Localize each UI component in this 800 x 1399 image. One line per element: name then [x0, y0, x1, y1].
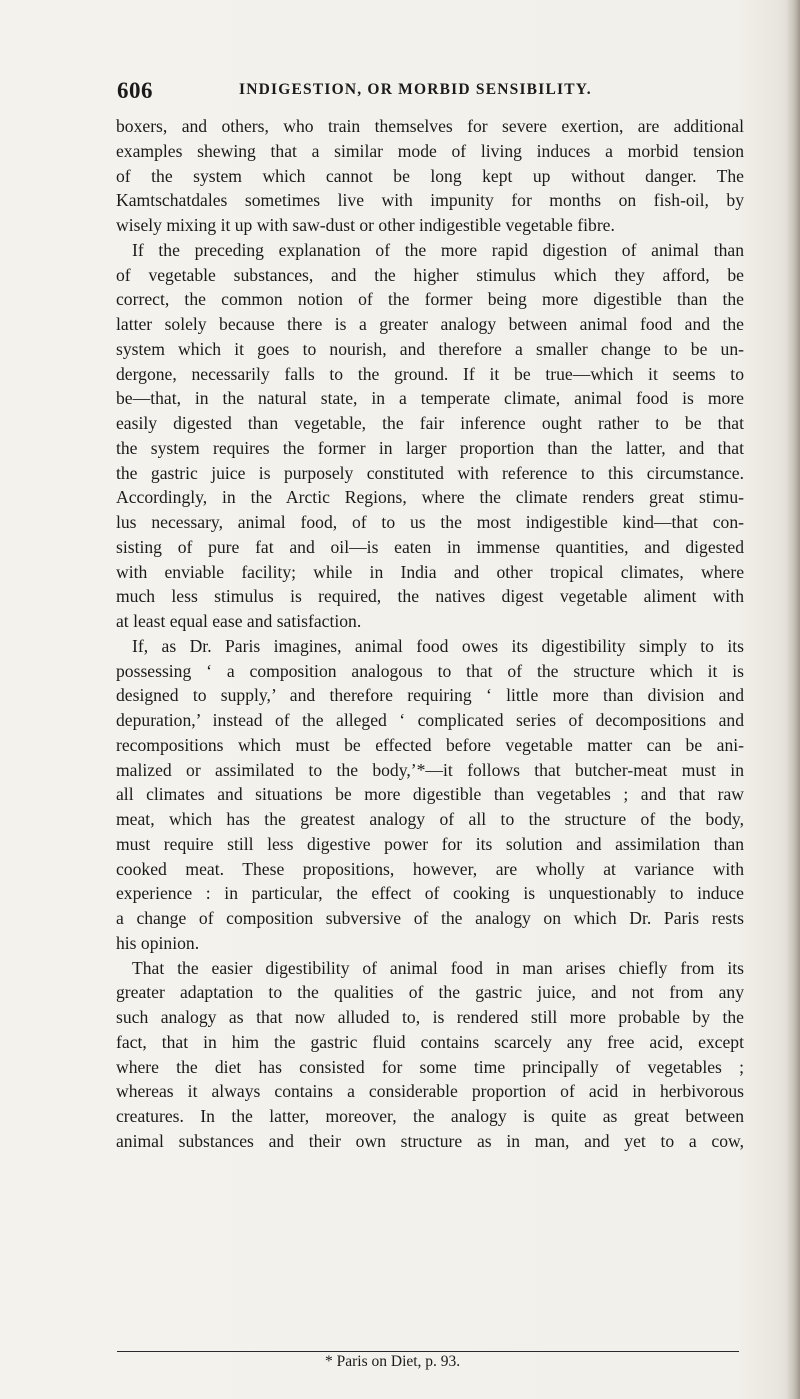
footnote: * Paris on Diet, p. 93.	[325, 1353, 461, 1370]
text-line: cooked meat. These propositions, however, are wholly at variance with	[116, 858, 744, 879]
text-line: greater adaptation to the qualities of the gastric juice, and not from any	[116, 982, 744, 1003]
text-line: animal substances and their own structure as in man, and yet to a cow,	[116, 1130, 744, 1151]
text-line: If the preceding explanation of the more rapid digestion of animal than	[132, 239, 744, 260]
text-line: must require still less digestive power for its solution and assimilation than	[116, 833, 744, 854]
page-number: 606	[117, 78, 153, 103]
text-line: examples shewing that a similar mode of living induces a morbid tension	[116, 140, 744, 161]
body-text	[116, 114, 744, 1154]
text-line: easily digested than vegetable, the fair inference ought rather to be that	[116, 413, 744, 433]
text-line: his opinion.	[116, 932, 200, 953]
text-line: be—that, in the natural state, in a temperate climate, animal food is more	[116, 388, 744, 409]
text-line: wisely mixing it up with saw-dust or other indigestible vegetable fibre.	[116, 215, 615, 235]
text-line: system which it goes to nourish, and therefore a smaller change to be un-	[116, 338, 744, 359]
text-line: all climates and situations be more digestible than vegetables ; and that raw	[116, 784, 744, 805]
text-line: much less stimulus is required, the natives digest vegetable aliment with	[116, 586, 744, 607]
text-line: experience : in particular, the effect of cooking is unquestionably to induce	[116, 883, 744, 904]
text-line: the system requires the former in larger proportion than the latter, and that	[116, 437, 744, 458]
text-line: whereas it always contains a considerable proportion of acid in herbivorous	[116, 1081, 744, 1102]
text-line: dergone, necessarily falls to the ground. If it be true—which it seems to	[116, 363, 744, 384]
text-line: creatures. In the latter, moreover, the analogy is quite as great between	[116, 1106, 744, 1126]
text-line: depuration,’ instead of the alleged ‘ complicated series of decompositions and	[116, 710, 744, 730]
footnote-rule	[117, 1351, 739, 1352]
text-line: of the system which cannot be long kept up without danger. The	[116, 165, 744, 186]
text-line: a change of composition subversive of the analogy on which Dr. Paris rests	[116, 908, 744, 928]
text-line: the gastric juice is purposely constituted with reference to this circumstance.	[116, 462, 744, 483]
text-line: correct, the common notion of the former being more digestible than the	[116, 289, 744, 310]
text-line: malized or assimilated to the body,’*—it follows that butcher-meat must in	[116, 759, 744, 780]
paragraph	[116, 238, 744, 634]
text-line: fact, that in him the gastric fluid contains scarcely any free acid, except	[116, 1031, 744, 1052]
text-line: meat, which has the greatest analogy of all to the structure of the body,	[116, 809, 744, 829]
text-line: at least equal ease and satisfaction.	[116, 611, 362, 631]
text-line: lus necessary, animal food, of to us the most indigestible kind—that con-	[116, 512, 744, 532]
text-line: That the easier digestibility of animal food in man arises chiefly from its	[132, 957, 744, 978]
text-line: with enviable facility; while in India and other tropical climates, where	[116, 561, 744, 582]
paragraph	[116, 956, 744, 1154]
text-line: If, as Dr. Paris imagines, animal food owes its digestibility simply to its	[132, 635, 744, 656]
text-line: of vegetable substances, and the higher stimulus which they afford, be	[116, 264, 744, 285]
paragraph	[116, 114, 744, 238]
text-line: Kamtschatdales sometimes live with impunity for months on fish-oil, by	[116, 190, 744, 211]
running-head: INDIGESTION, OR MORBID SENSIBILITY.	[239, 81, 592, 98]
text-line: latter solely because there is a greater analogy between animal food and the	[116, 314, 744, 334]
text-line: such analogy as that now alluded to, is rendered still more probable by the	[116, 1007, 744, 1027]
text-line: designed to supply,’ and therefore requiring ‘ little more than division and	[116, 685, 744, 706]
page-header	[117, 78, 737, 108]
text-line: sisting of pure fat and oil—is eaten in immense quantities, and digested	[116, 536, 744, 557]
text-line: possessing ‘ a composition analogous to that of the structure which it is	[116, 660, 744, 681]
text-line: Accordingly, in the Arctic Regions, where the climate renders great stimu-	[116, 487, 744, 508]
text-line: recompositions which must be effected before vegetable matter can be ani-	[116, 734, 744, 755]
text-line: where the diet has consisted for some time principally of vegetables ;	[116, 1056, 744, 1077]
page-edge-shadow	[786, 0, 800, 1399]
paragraph	[116, 634, 744, 956]
text-line: boxers, and others, who train themselves for severe exertion, are additional	[116, 116, 744, 136]
